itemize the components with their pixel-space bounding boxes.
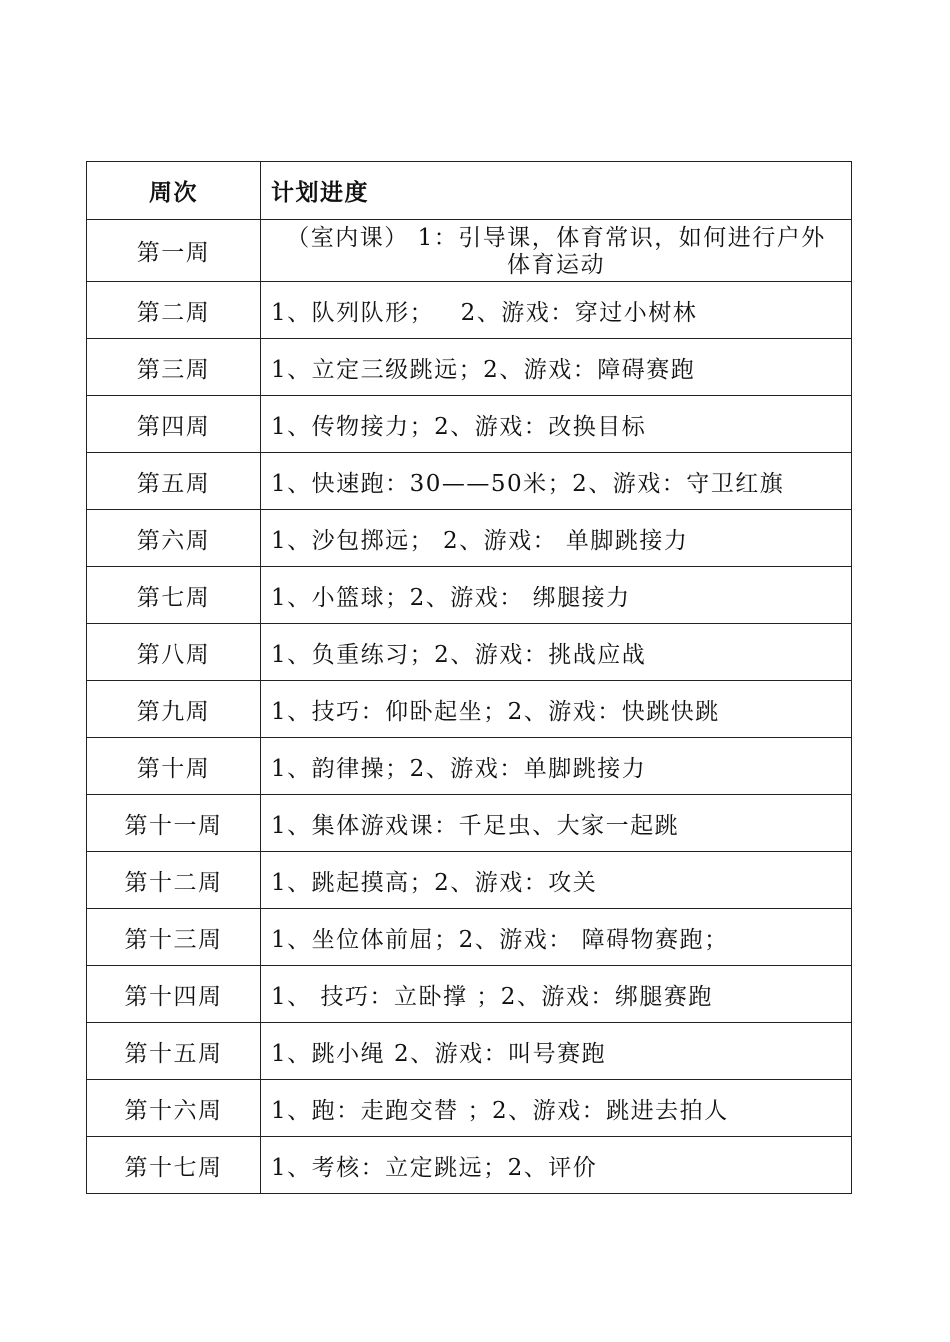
week-cell: 第十周 bbox=[87, 738, 261, 795]
plan-cell bbox=[261, 220, 852, 282]
week-cell: 第九周 bbox=[87, 681, 261, 738]
week-cell: 第十五周 bbox=[87, 1023, 261, 1080]
week-cell: 第三周 bbox=[87, 339, 261, 396]
table-row bbox=[87, 453, 852, 510]
plan-cell: 1、技巧：仰卧起坐；2、游戏：快跳快跳 bbox=[261, 681, 852, 738]
week-cell: 第十六周 bbox=[87, 1080, 261, 1137]
week-cell: 第四周 bbox=[87, 396, 261, 453]
plan-cell: 1、坐位体前屈；2、游戏： 障碍物赛跑； bbox=[261, 909, 852, 966]
table-row bbox=[87, 1137, 852, 1194]
plan-cell: 1、立定三级跳远；2、游戏：障碍赛跑 bbox=[261, 339, 852, 396]
plan-cell: 1、跑：走跑交替 ；2、游戏：跳进去拍人 bbox=[261, 1080, 852, 1137]
table-row bbox=[87, 510, 852, 567]
week-cell: 第八周 bbox=[87, 624, 261, 681]
week-cell: 第十四周 bbox=[87, 966, 261, 1023]
plan-cell: 1、考核：立定跳远；2、评价 bbox=[261, 1137, 852, 1194]
header-plan: 计划进度 bbox=[261, 162, 852, 220]
week-cell: 第六周 bbox=[87, 510, 261, 567]
table-row bbox=[87, 852, 852, 909]
table-row bbox=[87, 1080, 852, 1137]
plan-cell: 1、沙包掷远； 2、游戏： 单脚跳接力 bbox=[261, 510, 852, 567]
week-cell: 第十二周 bbox=[87, 852, 261, 909]
plan-cell: 1、跳小绳 2、游戏：叫号赛跑 bbox=[261, 1023, 852, 1080]
table-row bbox=[87, 1023, 852, 1080]
plan-cell-line: 体育运动 bbox=[507, 251, 605, 278]
table-header-row bbox=[87, 162, 852, 220]
plan-cell: 1、集体游戏课：千足虫、大家一起跳 bbox=[261, 795, 852, 852]
plan-cell: 1、负重练习；2、游戏：挑战应战 bbox=[261, 624, 852, 681]
week-cell: 第七周 bbox=[87, 567, 261, 624]
table-row bbox=[87, 909, 852, 966]
plan-cell: 1、传物接力；2、游戏：改换目标 bbox=[261, 396, 852, 453]
plan-cell: 1、韵律操；2、游戏：单脚跳接力 bbox=[261, 738, 852, 795]
week-cell: 第十七周 bbox=[87, 1137, 261, 1194]
plan-cell: 1、快速跑：30——50米；2、游戏：守卫红旗 bbox=[261, 453, 852, 510]
plan-cell: 1、 技巧：立卧撑 ；2、游戏：绑腿赛跑 bbox=[261, 966, 852, 1023]
table-row bbox=[87, 738, 852, 795]
table-row bbox=[87, 220, 852, 282]
table-row bbox=[87, 624, 852, 681]
week-cell: 第二周 bbox=[87, 282, 261, 339]
plan-cell-line: （室内课） 1：引导课，体育常识，如何进行户外 bbox=[286, 224, 826, 251]
header-week: 周次 bbox=[87, 162, 261, 220]
table-row bbox=[87, 339, 852, 396]
table-row bbox=[87, 396, 852, 453]
plan-cell: 1、队列队形； 2、游戏：穿过小树林 bbox=[261, 282, 852, 339]
week-cell: 第十一周 bbox=[87, 795, 261, 852]
plan-cell: 1、小篮球；2、游戏： 绑腿接力 bbox=[261, 567, 852, 624]
teaching-plan-table bbox=[86, 161, 852, 1194]
week-cell: 第十三周 bbox=[87, 909, 261, 966]
week-cell: 第五周 bbox=[87, 453, 261, 510]
plan-cell: 1、跳起摸高；2、游戏：攻关 bbox=[261, 852, 852, 909]
table-row bbox=[87, 681, 852, 738]
table-row bbox=[87, 966, 852, 1023]
table-row bbox=[87, 282, 852, 339]
table-row bbox=[87, 795, 852, 852]
week-cell: 第一周 bbox=[87, 220, 261, 282]
table-row bbox=[87, 567, 852, 624]
